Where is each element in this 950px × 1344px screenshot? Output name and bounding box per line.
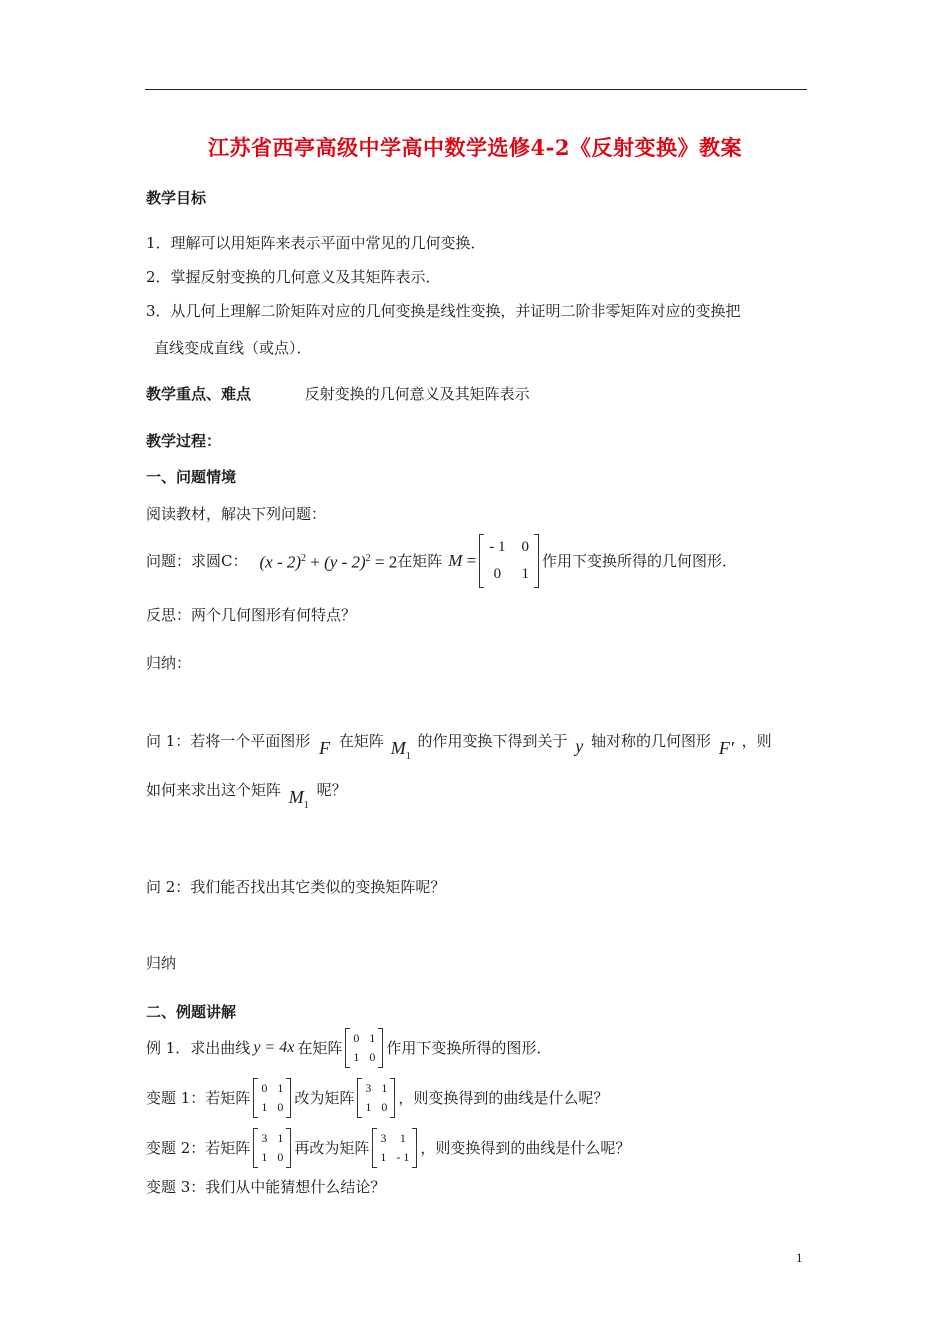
question-1-line-2: 如何来求出这个矩阵 $M_1$ 呢？ <box>146 781 347 811</box>
problem-line <box>146 532 737 590</box>
matrix-31-1n1: 3 1 1 - 1 <box>372 1128 417 1168</box>
matrix-01-10: 0 1 1 0 <box>253 1078 291 1118</box>
induction-1: 归纳： <box>146 654 192 672</box>
process-heading: 教学过程： <box>146 432 222 450</box>
variant-3: 变题 3：我们从中能猜想什么结论？ <box>146 1178 386 1196</box>
problem-suffix: 作用下变换所得的几何图形． <box>542 552 738 570</box>
section2-heading: 二、例题讲解 <box>146 1003 237 1021</box>
goal-item-1: 1．理解可以用矩阵来表示平面中常见的几何变换． <box>146 234 486 252</box>
reflection-line: 反思：两个几何图形有何特点？ <box>146 606 357 624</box>
example-1: 例 1．求出曲线 y = 4x 在矩阵 0 1 1 0 作用下变换所得的图形． <box>146 1026 551 1070</box>
variant-2: 变题 2：若矩阵 3 1 1 0 再改为矩阵 3 1 1 - 1 ，则变换得到的曲线是什么呢？ <box>146 1126 630 1170</box>
question-1-line-1: 问 1：若将一个平面图形 F 在矩阵 $M_1$ 的作用变换下得到关于 y 轴对称的几何图形 F′ ，则 <box>146 732 772 762</box>
matrix-01-10: 0 1 1 0 <box>345 1028 383 1068</box>
keypoints-label: 教学重点、难点 <box>146 385 252 403</box>
matrix-M-label: M = <box>448 551 477 570</box>
keypoints-row <box>146 383 530 405</box>
goal-item-3-continued: 直线变成直线（或点）． <box>154 339 312 357</box>
problem-mid: 在矩阵 <box>397 552 443 570</box>
matrix-M: - 1 0 0 1 <box>479 534 539 588</box>
section1-intro: 阅读教材，解决下列问题： <box>146 505 327 523</box>
question-2: 问 2：我们能否找出其它类似的变换矩阵呢？ <box>146 878 446 896</box>
goal-item-2: 2．掌握反射变换的几何意义及其矩阵表示． <box>146 268 441 286</box>
matrix-31-10: 3 1 1 0 <box>357 1078 395 1118</box>
keypoints-text: 反射变换的几何意义及其矩阵表示 <box>304 385 530 403</box>
document-title: 江苏省西亭高级中学高中数学选修4-2《反射变换》教案 <box>208 135 742 160</box>
section1-heading: 一、问题情境 <box>146 468 237 486</box>
problem-prefix: 问题：求圆C： <box>146 552 248 570</box>
circle-equation: (x - 2)$^2$ + (y - 2)$^2$ = 2 <box>259 552 398 572</box>
matrix-31-10: 3 1 1 0 <box>253 1128 291 1168</box>
goal-item-3: 3．从几何上理解二阶矩阵对应的几何变换是线性变换，并证明二阶非零矩阵对应的变换把 <box>146 302 741 320</box>
header-rule <box>145 89 807 90</box>
goals-heading: 教学目标 <box>146 189 207 207</box>
page-number: 1 <box>796 1250 803 1265</box>
variant-1: 变题 1：若矩阵 0 1 1 0 改为矩阵 3 1 1 0 ，则变换得到的曲线是什么呢？ <box>146 1076 608 1120</box>
induction-2: 归纳 <box>146 954 177 972</box>
